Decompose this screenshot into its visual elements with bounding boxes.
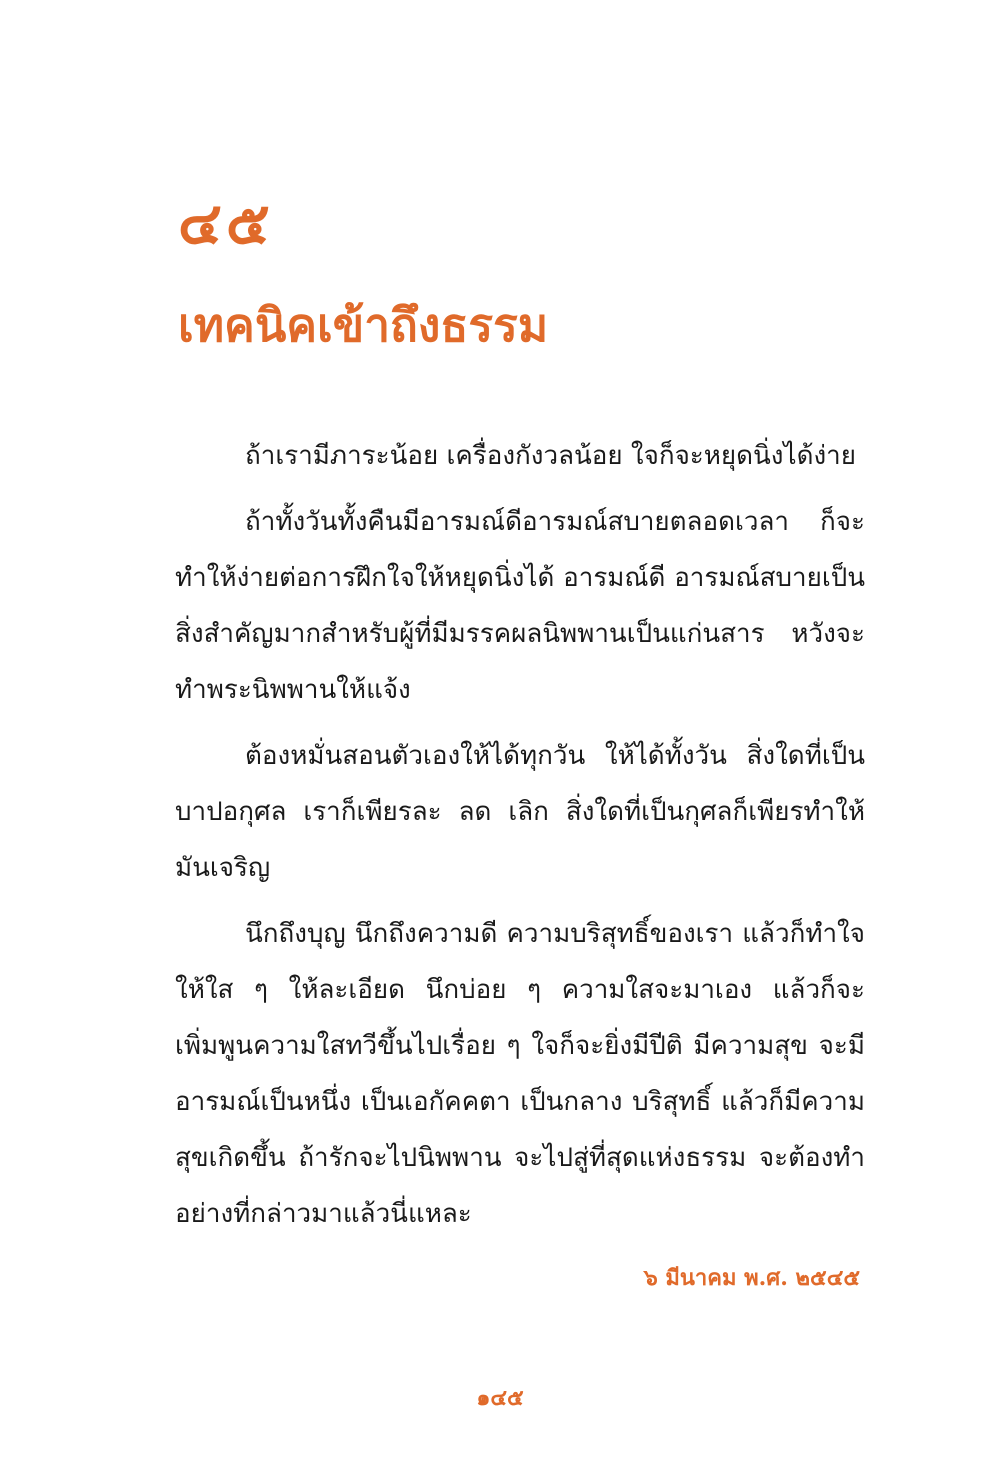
paragraph-1: ถ้าเรามีภาระน้อย เครื่องกังวลน้อย ใจก็จะหยุดนิ่งได้ง่าย xyxy=(245,441,856,471)
page-number: ๑๔๕ xyxy=(476,1385,524,1411)
date: ๖ มีนาคม พ.ศ. ๒๕๔๕ xyxy=(643,1265,860,1291)
paragraph-3: ต้องหมั่นสอนตัวเองให้ได้ทุกวัน ให้ได้ทั้งวัน สิ่งใดที่เป็นบาปอกุศล เราก็เพียรละ ลด เลิก สิ่งใดที่เป็นกุศลก็เพียรทำให้มันเจริญ xyxy=(175,741,865,883)
paragraph-4: นึกถึงบุญ นึกถึงความดี ความบริสุทธิ์ของเรา แล้วก็ทำใจให้ใส ๆ ให้ละเอียด นึกบ่อย ๆ ความใสจะมาเอง แล้วก็จะเพิ่มพูนความใสทวีขึ้นไปเรื่อย ๆ ใจก็จะยิ่งมีปีติ มีความสุข จะมีอารมณ์เป็นหนึ่ง เป็นเอกัคคตา เป็นกลาง บริสุทธิ์ แล้วก็มีความสุขเกิดขึ้น ถ้ารักจะไปนิพพาน จะไปสู่ที่สุดแห่งธรรม จะต้องทำอย่างที่กล่าวมาแล้วนี่แหละ xyxy=(175,919,865,1229)
chapter-title: เทคนิคเข้าถึงธรรม xyxy=(178,298,549,352)
paragraph-2: ถ้าทั้งวันทั้งคืนมีอารมณ์ดีอารมณ์สบายตลอดเวลา ก็จะทำให้ง่ายต่อการฝึกใจให้หยุดนิ่งได้ อารมณ์ดี อารมณ์สบายเป็นสิ่งสำคัญมากสำหรับผู้ที่มีมรรคผลนิพพานเป็นแก่นสาร หวังจะทำพระนิพพานให้แจ้ง xyxy=(175,507,865,705)
chapter-number: ๔๕ xyxy=(178,189,274,257)
body-text xyxy=(175,428,865,1252)
